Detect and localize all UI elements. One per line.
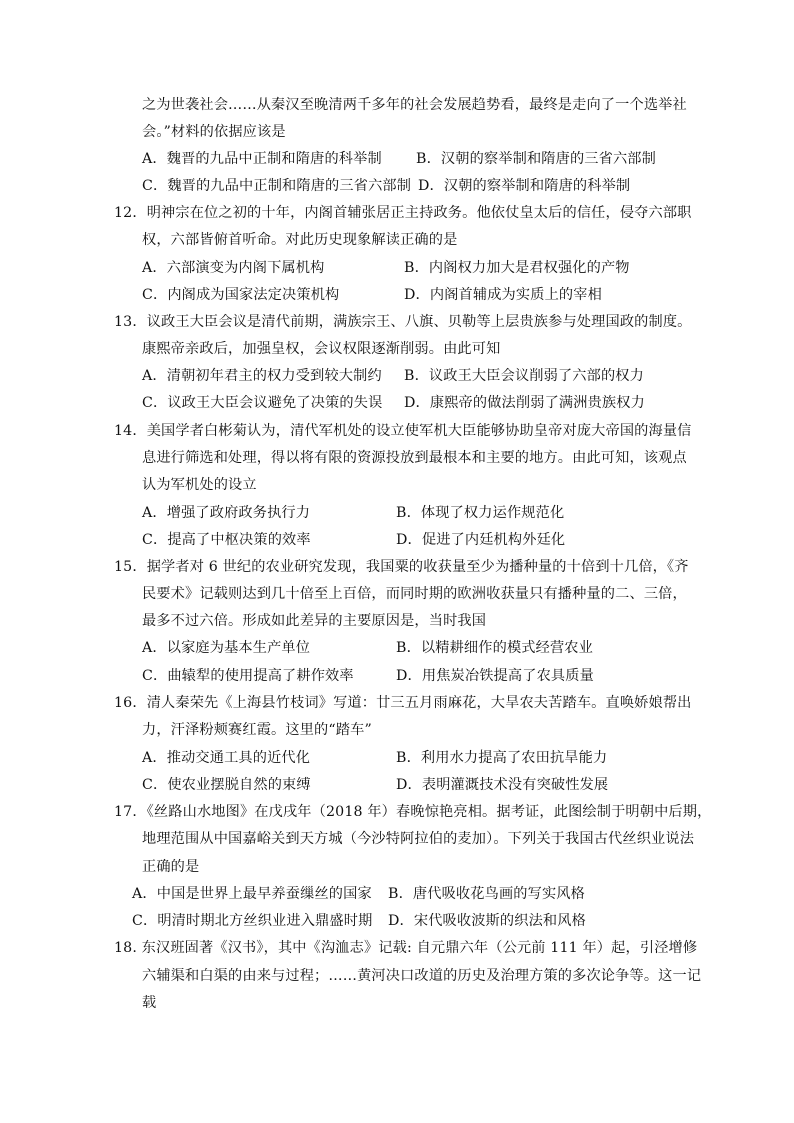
question-14-option-c: C．提高了中枢决策的效率 (142, 532, 311, 548)
question-15-option-d: D．用焦炭冶铁提高了农具质量 (396, 668, 594, 684)
question-12-option-a: A．六部演变为内阁下属机构 (142, 260, 325, 276)
question-15-option-c: C．曲辕犁的使用提高了耕作效率 (142, 668, 354, 684)
question-15-option-b: B．以精耕细作的模式经营农业 (396, 640, 593, 656)
question-11-option-a: A．魏晋的九品中正制和隋唐的科举制 (142, 151, 382, 167)
question-13-stem-line: 13．议政王大臣会议是清代前期，满族宗王、八旗、贝勒等上层贵族参与处理国政的制度。 (114, 314, 692, 330)
question-13-option-d: D．康熙帝的做法削弱了满洲贵族权力 (404, 395, 645, 411)
question-16-option-b: B．利用水力提高了农田抗旱能力 (396, 750, 608, 766)
question-17-option-d: D．宋代吸收波斯的织法和风格 (388, 913, 586, 929)
question-11-option-d: D．汉朝的察举制和隋唐的科举制 (418, 178, 631, 194)
question-16-option-a: A．推动交通工具的近代化 (142, 750, 311, 766)
question-12-option-d: D．内阁首辅成为实质上的宰相 (404, 287, 602, 303)
question-11-stem-line: 之为世袭社会……从秦汉至晚清两千多年的社会发展趋势看，最终是走向了一个选举社 (142, 97, 687, 113)
question-12-option-c: C．内阁成为国家法定决策机构 (142, 287, 340, 303)
question-16-stem-line: 16．清人秦荣先《上海县竹枝词》写道：廿三五月雨麻花，大旱农夫苦踏车。直唤娇娘帮出 (114, 695, 692, 711)
question-13-option-c: C．议政王大臣会议避免了决策的失误 (142, 395, 383, 411)
question-16-stem-line: 力，汗泽粉颊赛红霞。这里的“踏车” (142, 722, 372, 738)
question-14-option-a: A．增强了政府政务执行力 (142, 505, 311, 521)
question-16-option-d: D．表明灌溉技术没有突破性发展 (396, 777, 609, 793)
question-17-stem-line: 正确的是 (142, 859, 200, 875)
question-17-option-b: B．唐代吸收花鸟画的写实风格 (388, 886, 585, 902)
question-16-option-c: C．使农业摆脱自然的束缚 (142, 777, 311, 793)
question-14-option-d: D．促进了内廷机构外廷化 (396, 532, 566, 548)
question-13-option-a: A．清朝初年君主的权力受到较大制约 (142, 368, 382, 384)
question-17-option-c: C．明清时期北方丝织业进入鼎盛时期 (132, 913, 373, 929)
question-18-stem-line: 载 (142, 995, 157, 1011)
question-11-option-c: C．魏晋的九品中正制和隋唐的三省六部制 (142, 178, 412, 194)
question-11-option-b: B．汉朝的察举制和隋唐的三省六部制 (416, 151, 656, 167)
question-14-option-b: B．体现了权力运作规范化 (396, 505, 565, 521)
question-13-stem-line: 康熙帝亲政后，加强皇权，会议权限逐渐削弱。由此可知 (142, 341, 501, 357)
question-18-stem-line: 六辅渠和白渠的由来与过程；……黄河决口改道的历史及治理方策的多次论争等。这一记 (142, 968, 702, 984)
question-17-stem-line: 地理范围从中国嘉峪关到天方城（今沙特阿拉伯的麦加）。下列关于我国古代丝织业说法 (142, 831, 695, 847)
question-17-stem-line: 17．《丝路山水地图》在戊戌年（2018 年）春晚惊艳亮相。据考证，此图绘制于明朝中后期， (114, 804, 712, 820)
question-12-stem-line: 权，六部皆俯首听命。对此历史现象解读正确的是 (142, 232, 458, 248)
question-14-stem-line: 认为军机处的设立 (142, 477, 257, 493)
question-15-option-a: A．以家庭为基本生产单位 (142, 640, 311, 656)
question-13-option-b: B．议政王大臣会议削弱了六部的权力 (404, 368, 644, 384)
question-14-stem-line: 息进行筛选和处理，得以将有限的资源投放到最根本和主要的地方。由此可知，该观点 (142, 450, 687, 466)
question-14-stem-line: 14．美国学者白彬菊认为，清代军机处的设立使军机大臣能够协助皇帝对庞大帝国的海量信 (114, 423, 692, 439)
question-15-stem-line: 15．据学者对 6 世纪的农业研究发现，我国粟的收获量至少为播种量的十倍到十几倍，《齐 (114, 559, 689, 575)
question-11-stem-line: 会。”材料的依据应该是 (142, 124, 286, 140)
question-17-option-a: A．中国是世界上最早养蚕缫丝的国家 (132, 886, 372, 902)
question-15-stem-line: 最多不过六倍。形成如此差异的主要原因是，当时我国 (142, 613, 487, 629)
question-12-option-b: B．内阁权力加大是君权强化的产物 (404, 260, 630, 276)
question-15-stem-line: 民要术》记载则达到几十倍至上百倍，而同时期的欧洲收获量只有播种量的二、三倍， (142, 586, 687, 602)
question-12-stem-line: 12．明神宗在位之初的十年，内阁首辅张居正主持政务。他依仗皇太后的信任，侵夺六部职 (114, 205, 692, 221)
question-18-stem-line: 18. 东汉班固著《汉书》，其中《沟洫志》记载: 自元鼎六年（公元前 111 年）起，引泾增修 (114, 940, 698, 956)
